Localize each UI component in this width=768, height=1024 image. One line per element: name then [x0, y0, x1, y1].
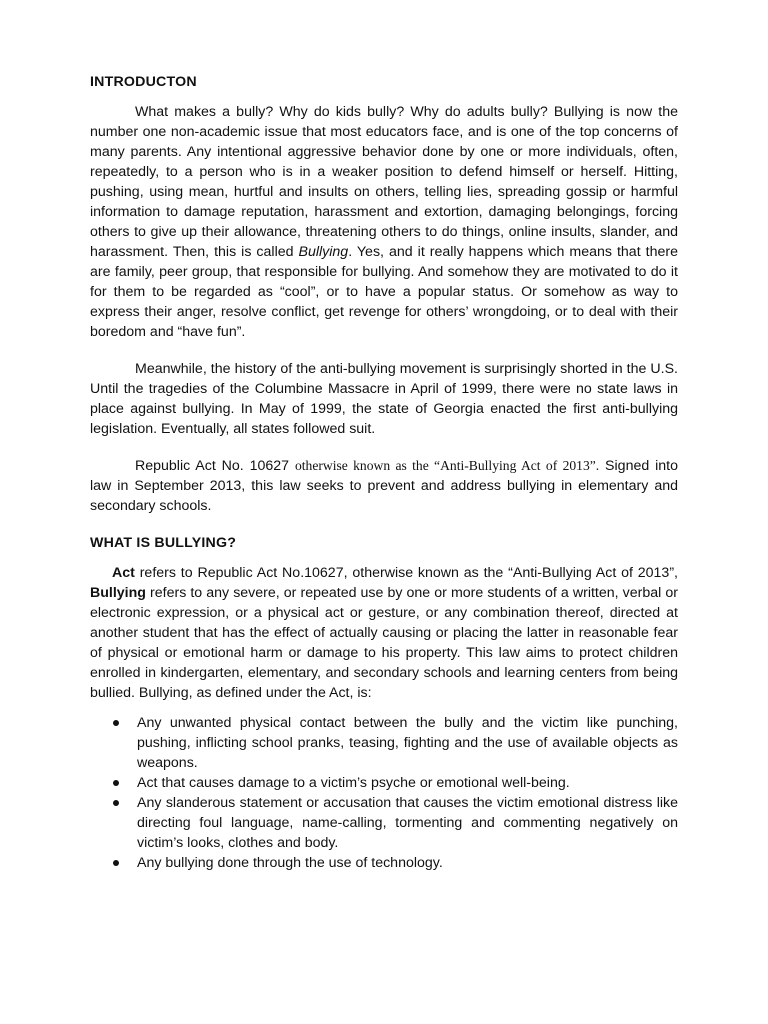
bullet-icon [113, 720, 119, 726]
intro-p3-serif-text: otherwise known as the “Anti-Bullying Act of 2013”. [294, 458, 600, 473]
definition-term-bullying: Bullying [90, 585, 146, 601]
document-page [90, 72, 678, 873]
list-item-text: Any bullying done through the use of technology. [137, 855, 443, 871]
definition-term-act: Act [112, 565, 135, 581]
definition-paragraph [90, 563, 678, 703]
intro-p3-text-a: Republic Act No. 10627 [135, 458, 295, 474]
list-item-text: Act that causes damage to a victim’s psyche or emotional well-being. [137, 775, 570, 791]
list-item [90, 853, 678, 873]
bullying-definition-list [90, 713, 678, 873]
list-item [90, 713, 678, 773]
bullet-icon [113, 800, 119, 806]
list-item [90, 773, 678, 793]
intro-p3-text-b: Signed into law in September 2013, this law seeks to prevent and address bullying in elementary and secondary schools. [90, 458, 678, 514]
intro-p1-italic-term: Bullying [298, 244, 349, 260]
bullet-icon [113, 860, 119, 866]
intro-paragraph-1 [90, 102, 678, 342]
list-item-text: Any unwanted physical contact between the bully and the victim like punching, pushing, inflicting school pranks, teasing, fighting and the use of available objects as weapons. [137, 715, 678, 771]
list-item-text: Any slanderous statement or accusation that causes the victim emotional distress like directing foul language, name-calling, tormenting and commenting negatively on victim’s looks, clothes and body. [137, 795, 678, 851]
what-is-bullying-heading: WHAT IS BULLYING? [90, 535, 237, 551]
bullet-icon [113, 780, 119, 786]
intro-p1-text-b: . Yes, and it really happens which means that there are family, peer group, that responsible for bullying. And somehow they are motivated to do it for them to be regarded as “cool”, or to have a popular status. Or somehow as way to express their anger, resolve conflict, get revenge for others’ wrongdoing, or to deal with their boredom and “have fun”. [90, 244, 678, 340]
definition-text-b: refers to any severe, or repeated use by one or more students of a written, verbal or electronic expression, or a physical act or gesture, or any combination thereof, directed at another student that has the effect of actually causing or placing the latter in reasonable fear of physical or emotional harm or damage to his property. This law aims to protect children enrolled in kindergarten, elementary, and secondary schools and learning centers from being bullied. Bullying, as defined under the Act, is: [90, 585, 678, 701]
intro-heading: INTRODUCTON [90, 74, 197, 90]
intro-paragraph-3 [90, 456, 678, 516]
definition-text-a: refers to Republic Act No.10627, otherwise known as the “Anti-Bullying Act of 2013”, [134, 565, 678, 581]
intro-paragraph-2: Meanwhile, the history of the anti-bullying movement is surprisingly shorted in the U.S. Until the tragedies of the Columbine Massacre in April of 1999, there were no state laws in place against bullying. In May of 1999, the state of Georgia enacted the first anti-bullying legislation. Eventually, all states followed suit. [90, 361, 678, 437]
list-item [90, 793, 678, 853]
intro-p1-text-a: What makes a bully? Why do kids bully? Why do adults bully? Bullying is now the number one non-academic issue that most educators face, and is one of the top concerns of many parents. Any intentional aggressive behavior done by one or more individuals, often, repeatedly, to a person who is in a weaker position to defend himself or herself. Hitting, pushing, using mean, hurtful and insults on others, telling lies, spreading gossip or harmful information to damage reputation, harassment and extortion, damaging belongings, forcing others to give up their allowance, threatening others to do things, online insults, slander, and harassment. Then, this is called [90, 104, 678, 260]
